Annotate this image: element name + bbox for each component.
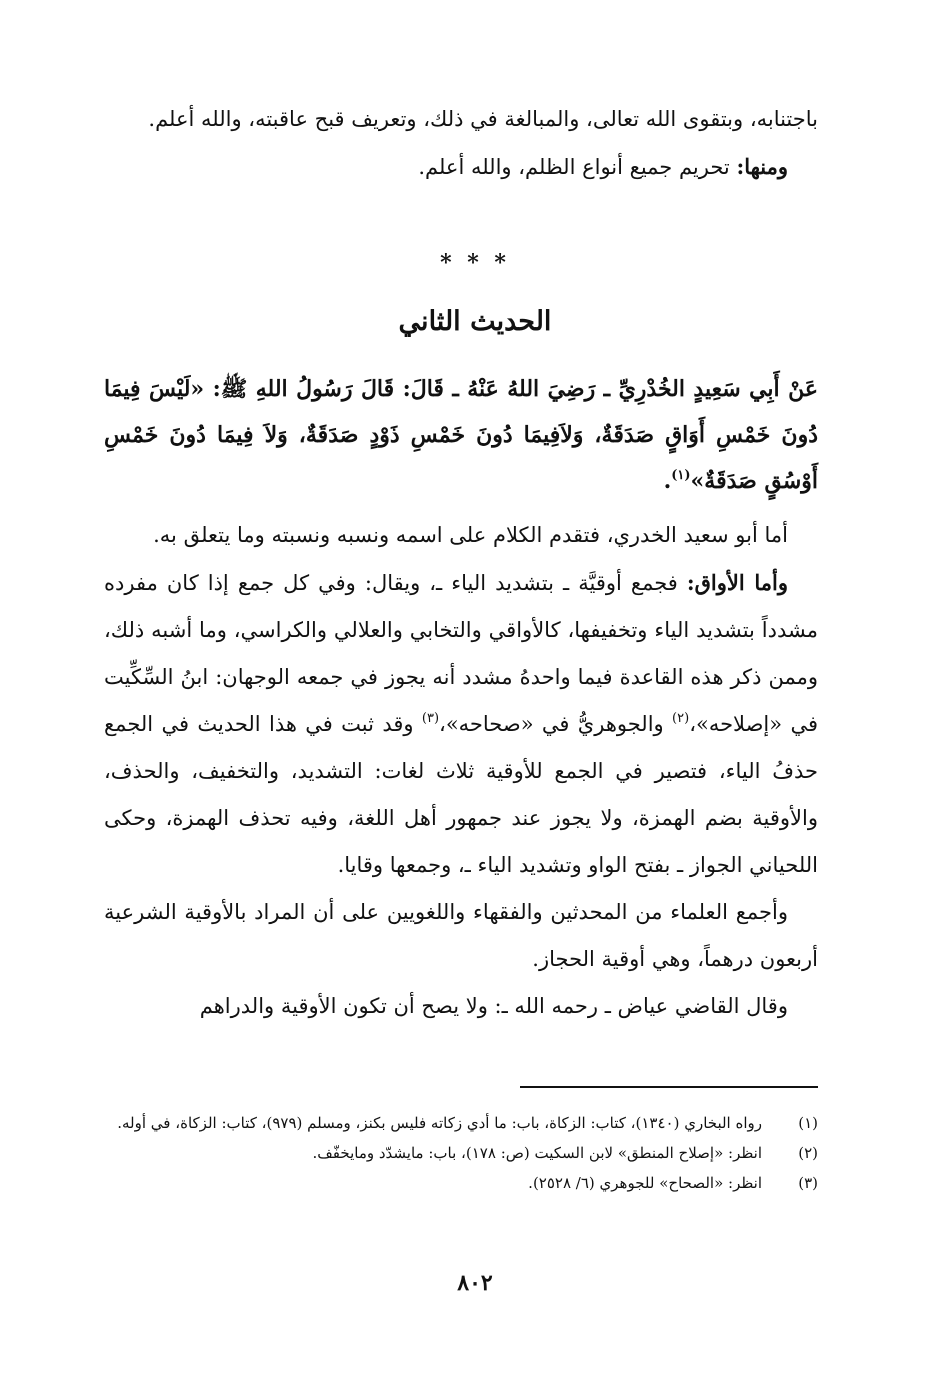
footnote-text: انظر: «الصحاح» للجوهري (٦/ ٢٥٢٨).	[528, 1174, 762, 1192]
section-separator: * * *	[440, 250, 510, 276]
intro-line-2: أعلم.	[148, 107, 195, 131]
intro-block	[104, 96, 818, 191]
footnote-ref-2[interactable]: (٢)	[672, 711, 690, 726]
awaq-text-3: وقد ثبت في هذا الحديث في الجمع حذفُ الياء، فتصير في الجمع للأوقية ثلاث لغات: التشديد، والتخفيف، والحذف، والأوقية بضم الهمزة، ولا يجوز عند جمهور أهل اللغة، وفيه تحذف الهمزة، وحكى اللحياني الجواز ـ بفتح الواو وتشديد الياء ـ، وجمعها وقايا.	[104, 712, 818, 877]
page-number: ٨٠٢	[457, 1270, 493, 1296]
section-heading: الحديث الثاني	[398, 306, 552, 337]
footnote-text: رواه البخاري (١٣٤٠)، كتاب: الزكاة، باب: ما أدي زكاته فليس بكنز، ومسلم (٩٧٩)، كتاب: الزكاة، في أوله.	[117, 1114, 762, 1132]
intro-line-1: باجتنابه، وبتقوى الله تعالى، والمبالغة في ذلك، وتعريف قبح عاقبته، والله	[201, 107, 818, 131]
footnote-2	[104, 1138, 818, 1168]
paragraph-awaq	[104, 559, 818, 889]
commentary-block	[104, 512, 818, 1030]
footnote-divider	[520, 1086, 818, 1088]
awaq-text-2: والجوهريُّ في «صحاحه»،	[439, 712, 673, 736]
paragraph-consensus: وأجمع العلماء من المحدثين والفقهاء واللغويين على أن المراد بالأوقية الشرعية أربعون درهماً، وهي أوقية الحجاز.	[104, 900, 818, 971]
awaq-label: وأما الأواق:	[686, 570, 789, 595]
paragraph-qadi-iyad: وقال القاضي عياض ـ رحمه الله ـ: ولا يصح أن تكون الأوقية والدراهم	[199, 994, 788, 1018]
minha-paragraph	[104, 143, 818, 191]
hadith-end: .	[663, 468, 672, 494]
intro-paragraph	[104, 96, 818, 143]
footnote-3	[104, 1168, 818, 1198]
footnote-1	[104, 1108, 818, 1138]
awaq-text-1: فجمع أوقيَّة ـ بتشديد الياء ـ، ويقال: وفي كل جمع إذا كان مفرده مشدداً بتشديد الياء وتخفيفها، كالأواقي والتخابي والعلالي والكراسي، وما أشبه ذلك، وممن ذكر هذه القاعدة فيما واحدهُ مشدد أنه يجوز في جمعه الوجهان: ابنُ السِّكِّيت في «إصلاحه»،	[104, 571, 818, 736]
hadith-body: عَنْ أَبِي سَعِيدٍ الخُدْرِيِّ ـ رَضِيَ اللهُ عَنْهُ ـ قَالَ: قَالَ رَسُولُ اللهِ ﷺ: «لَيْسَ فِيمَا دُونَ خَمْسِ أَوَاقٍ صَدَقَةٌ، وَلاَفِيمَا دُونَ خَمْسِ ذَوْدٍ صَدَقَةٌ، وَلاَ فِيمَا دُونَ خَمْسِ أَوْسُقٍ صَدَقَةٌ»	[104, 376, 818, 494]
paragraph-narrator: أما أبو سعيد الخدري، فتقدم الكلام على اسمه ونسبه ونسبته وما يتعلق به.	[153, 523, 788, 547]
footnotes	[104, 1108, 818, 1198]
footnote-ref-3[interactable]: (٣)	[421, 711, 440, 726]
footnote-text: انظر: «إصلاح المنطق» لابن السكيت (ص: ١٧٨)، باب: مايشدّد ومايخفّف.	[312, 1144, 762, 1162]
footnote-number: (٣)	[798, 1174, 818, 1192]
footnote-number: (٢)	[798, 1144, 818, 1162]
hadith-text	[104, 366, 818, 504]
footnote-number: (١)	[798, 1114, 818, 1132]
footnote-ref-1[interactable]: (١)	[671, 468, 691, 483]
minha-label: ومنها:	[736, 154, 788, 179]
minha-text: تحريم جميع أنواع الظلم، والله أعلم.	[418, 155, 737, 179]
